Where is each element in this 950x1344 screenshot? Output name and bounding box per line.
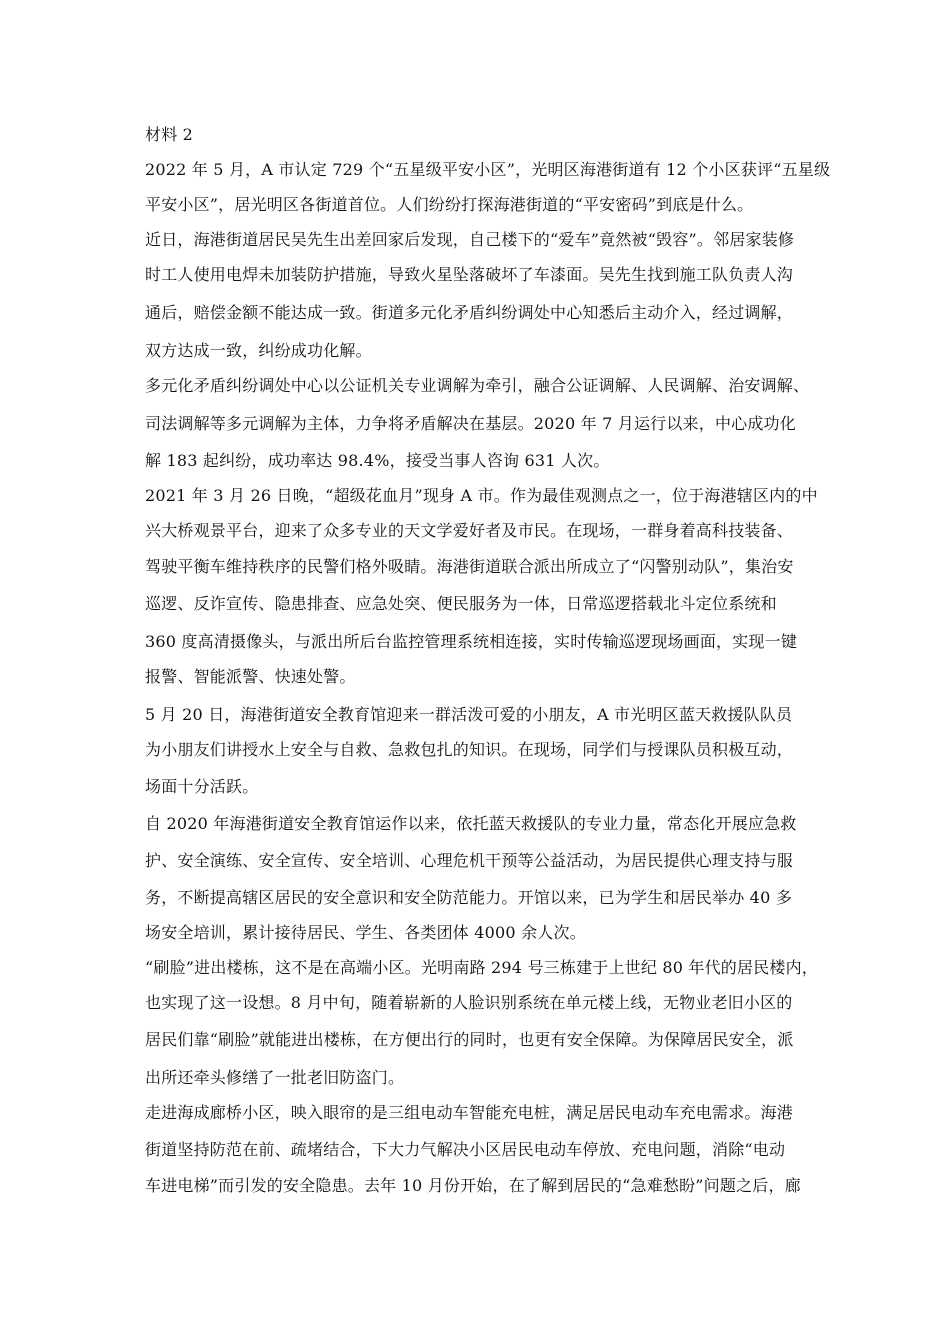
text-line: 多元化矛盾纠纷调处中心以公证机关专业调解为牵引，融合公证调解、人民调解、治安调解、 bbox=[145, 376, 810, 395]
text-line: 务，不断提高辖区居民的安全意识和安全防范能力。开馆以来，已为学生和居民举办 40 多 bbox=[145, 888, 792, 907]
text-line: 街道坚持防范在前、疏堵结合，下大力气解决小区居民电动车停放、充电问题，消除“电动 bbox=[145, 1140, 786, 1159]
text-line: 报警、智能派警、快速处警。 bbox=[145, 667, 356, 686]
text-line: 巡逻、反诈宣传、隐患排查、应急处突、便民服务为一体，日常巡逻搭载北斗定位系统和 bbox=[145, 594, 777, 613]
material-heading: 材料 2 bbox=[145, 125, 194, 144]
text-line: 近日，海港街道居民吴先生出差回家后发现，自己楼下的“爱车”竟然被“毁容”。邻居家装修 bbox=[145, 230, 795, 249]
text-line: 居民们靠“刷脸”就能进出楼栋，在方便出行的同时，也更有安全保障。为保障居民安全，派 bbox=[145, 1030, 794, 1049]
text-line: 车进电梯”而引发的安全隐患。去年 10 月份开始，在了解到居民的“急难愁盼”问题之后，廊 bbox=[145, 1176, 801, 1195]
text-line: 2021 年 3 月 26 日晚，“超级花血月”现身 A 市。作为最佳观测点之一，位于海港辖区内的中 bbox=[145, 486, 818, 505]
text-line: 解 183 起纠纷，成功率达 98.4%，接受当事人咨询 631 人次。 bbox=[145, 451, 610, 470]
text-line: 兴大桥观景平台，迎来了众多专业的天文学爱好者及市民。在现场，一群身着高科技装备、 bbox=[145, 521, 794, 540]
text-line: 护、安全演练、安全宣传、安全培训、心理危机干预等公益活动，为居民提供心理支持与服 bbox=[145, 851, 794, 870]
text-line: 通后，赔偿金额不能达成一致。街道多元化矛盾纠纷调处中心知悉后主动介入，经过调解， bbox=[145, 303, 794, 322]
text-line: 360 度高清摄像头，与派出所后台监控管理系统相连接，实时传输巡逻现场画面，实现一键 bbox=[145, 632, 798, 651]
text-line: 5 月 20 日，海港街道安全教育馆迎来一群活泼可爱的小朋友，A 市光明区蓝天救援队队员 bbox=[145, 705, 793, 724]
text-line: 自 2020 年海港街道安全教育馆运作以来，依托蓝天救援队的专业力量，常态化开展应急救 bbox=[145, 814, 797, 833]
text-line: 双方达成一致，纠纷成功化解。 bbox=[145, 341, 372, 360]
text-line: “刷脸”进出楼栋，这不是在高端小区。光明南路 294 号三栋建于上世纪 80 年代的居民楼内， bbox=[145, 958, 819, 977]
text-line: 平安小区”，居光明区各街道首位。人们纷纷打探海港街道的“平安密码”到底是什么。 bbox=[145, 195, 754, 214]
text-line: 司法调解等多元调解为主体，力争将矛盾解决在基层。2020 年 7 月运行以来，中心成功化 bbox=[145, 414, 796, 433]
text-line: 驾驶平衡车维持秩序的民警们格外吸睛。海港街道联合派出所成立了“闪警别动队”，集治安 bbox=[145, 557, 794, 576]
text-line: 为小朋友们讲授水上安全与自救、急救包扎的知识。在现场，同学们与授课队员积极互动， bbox=[145, 740, 794, 759]
text-line: 场安全培训，累计接待居民、学生、各类团体 4000 余人次。 bbox=[145, 923, 586, 942]
text-line: 也实现了这一设想。8 月中旬，随着崭新的人脸识别系统在单元楼上线，无物业老旧小区的 bbox=[145, 993, 793, 1012]
text-line: 时工人使用电焊未加装防护措施，导致火星坠落破坏了车漆面。吴先生找到施工队负责人沟 bbox=[145, 265, 794, 284]
text-line: 出所还牵头修缮了一批老旧防盗门。 bbox=[145, 1068, 405, 1087]
text-line: 2022 年 5 月，A 市认定 729 个“五星级平安小区”，光明区海港街道有 12 个小区获评“五星级 bbox=[145, 160, 831, 179]
text-line: 走进海成廊桥小区，映入眼帘的是三组电动车智能充电桩，满足居民电动车充电需求。海港 bbox=[145, 1103, 794, 1122]
text-line: 场面十分活跃。 bbox=[145, 777, 259, 796]
